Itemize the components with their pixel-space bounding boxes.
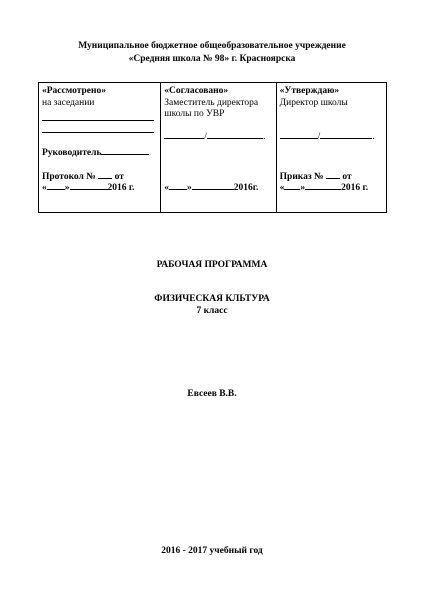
protocol-number-blank <box>98 169 112 179</box>
program-title: РАБОЧАЯ ПРОГРАММА <box>156 260 268 270</box>
head-signature-blank <box>101 145 149 155</box>
meeting-blank-line-1 <box>42 109 154 121</box>
school-name: «Средняя школа № 98» г. Красноярска <box>128 54 296 64</box>
approved-date-row <box>280 180 369 195</box>
program-subject: ФИЗИЧЕСКАЯ КЛЬТУРА <box>154 294 270 304</box>
head-label: Руководитель <box>42 148 102 158</box>
approved-sign-sep: / <box>317 132 321 142</box>
institution-name: Муниципальное бюджетное общеобразовательное учреждение <box>78 41 346 51</box>
agreed-sign-sep: / <box>204 132 207 142</box>
institution-header <box>0 40 424 66</box>
order-label: Приказ № <box>279 172 324 182</box>
date-open-quote: « <box>42 183 47 193</box>
school-year: 2016 - 2017 учебный год <box>161 546 263 556</box>
date-open-quote: « <box>164 183 170 193</box>
date-close-quote: » <box>64 183 70 193</box>
approved-position: Директор школы <box>279 97 348 108</box>
protocol-label: Протокол № <box>42 172 96 182</box>
order-from: от <box>342 172 352 182</box>
program-subject-block <box>0 293 424 317</box>
considered-title: «Рассмотрено» <box>42 86 106 96</box>
date-close-quote: » <box>300 183 306 193</box>
date-day-blank <box>47 180 65 190</box>
approved-signature-row <box>280 129 375 144</box>
approved-signature-blank <box>280 129 318 139</box>
agreed-position-line1: Заместитель директора <box>164 97 259 108</box>
date-close-quote: » <box>187 183 192 193</box>
agreed-name-blank <box>207 129 263 139</box>
approval-table <box>38 82 387 213</box>
order-number-blank <box>326 169 340 179</box>
agreed-column <box>160 83 275 212</box>
agreed-date-row <box>164 180 258 195</box>
considered-meeting-label: на заседании <box>42 97 95 108</box>
agreed-title: «Согласовано» <box>164 86 229 96</box>
agreed-position-line2: школы по УВР <box>164 109 225 119</box>
author-name: Евсеев В.В. <box>187 389 237 399</box>
agreed-signature-blank <box>164 129 204 139</box>
date-month-blank <box>192 180 234 190</box>
considered-year: 2016 г. <box>107 183 135 193</box>
considered-date-row <box>42 180 135 195</box>
date-open-quote: « <box>279 183 285 193</box>
approved-sign-end: . <box>372 132 375 142</box>
date-day-blank <box>284 180 300 190</box>
date-month-blank <box>305 180 341 190</box>
program-grade: 7 класс <box>196 306 228 316</box>
approved-column <box>276 83 386 212</box>
date-day-blank <box>169 180 187 190</box>
approved-title: «Утверждаю» <box>279 86 340 96</box>
head-signature-row <box>42 145 149 160</box>
protocol-from: от <box>114 172 124 182</box>
approved-name-blank <box>320 129 372 139</box>
considered-column <box>39 83 160 212</box>
meeting-blank-line-2 <box>42 121 154 133</box>
agreed-sign-end: . <box>262 132 266 142</box>
agreed-signature-row <box>164 129 265 144</box>
approved-year: 2016 г. <box>341 183 369 193</box>
agreed-year: 2016г. <box>233 183 259 193</box>
date-month-blank <box>70 180 108 190</box>
